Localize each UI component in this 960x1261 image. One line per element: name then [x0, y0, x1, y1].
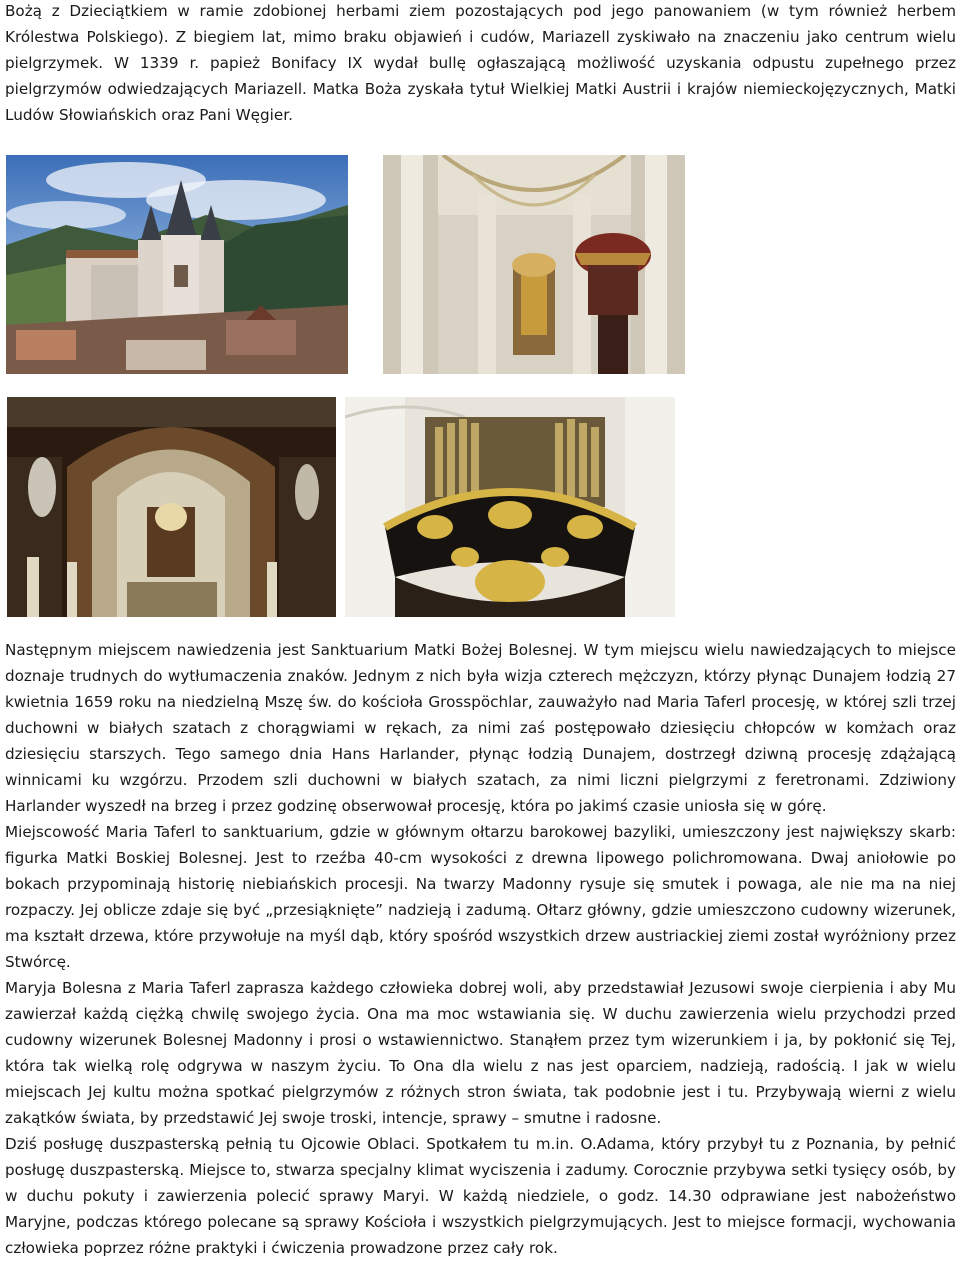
altar-silver-image: [7, 397, 336, 617]
basilica-town-image: [6, 155, 348, 374]
paragraph-oblates: Dziś posługę duszpasterską pełnią tu Ojcowie Oblaci. Spotkałem tu m.in. O.Adama, który przybył tu z Poznania, by pełnić posługę duszpasterską. Miejsce to, stwarza specjalny klimat wyciszenia i zadumy. Corocznie przybywa setki tysięcy osób, by w duchu pokuty i zawierzenia polecić sprawy Maryi. W każdą niedziele, o godz. 14.30 odprawiane jest nabożeństwo Maryjne, podczas którego polecane są sprawy Kościoła i wszystkich pielgrzymujących. Jest to miejsce formacji, wychowania człowieka poprzez różne praktyki i ćwiczenia prowadzone przez cały rok.: [5, 1135, 956, 1257]
church-interior-image: [383, 155, 685, 374]
organ-image: [345, 397, 675, 617]
intro-paragraph: [5, 0, 956, 128]
photo-altar-silver: [7, 397, 336, 617]
paragraph-maria-taferl: Miejscowość Maria Taferl to sanktuarium, gdzie w głównym ołtarzu barokowej bazyliki, umieszczony jest największy skarb: figurka Matki Boskiej Bolesnej. Jest to rzeźba 40-cm wysokości z drewna lipowego polichromowana. Dwaj aniołowie po bokach przypominają historię niebiańskich procesji. Na twarzy Madonny rysuje się smutek i powaga, ale nie ma na niej rozpaczy. Jej oblicze zdaje się być „przesiąknięte” nadzieją i zadumą. Ołtarz główny, gdzie umieszczono cudowny wizerunek, ma kształt drzewa, które przywołuje na myśl dąb, który spośród wszystkich drzew austriackiej ziemi został wyróżniony przez Stwórcę.: [5, 823, 956, 971]
photo-organ: [345, 397, 675, 617]
intro-text: Bożą z Dzieciątkiem w ramie zdobionej herbami ziem pozostających pod jego panowaniem (w tym również herbem Królestwa Polskiego). Z biegiem lat, mimo braku objawień i cudów, Mariazell zyskiwało na znaczeniu jako centrum wielu pielgrzymek. W 1339 r. papież Bonifacy IX wydał bullę ogłaszającą możliwość uzyskania odpustu zupełnego przez pielgrzymów odwiedzających Mariazell. Matka Boża zyskała tytuł Wielkiej Matki Austrii i krajów niemieckojęzycznych, Matki Ludów Słowiańskich oraz Pani Węgier.: [5, 2, 956, 124]
body-paragraphs: [5, 637, 956, 1261]
photo-basilica-town: [6, 155, 348, 374]
photo-church-interior: [383, 155, 685, 374]
paragraph-sorrowful-mother: Maryja Bolesna z Maria Taferl zaprasza każdego człowieka dobrej woli, aby przedstawiał Jezusowi swoje cierpienia i aby Mu zawierzał każdą ciężką chwilę swojego życia. Ona ma moc wstawiania się. W duchu zawierzenia wielu przychodzi przed cudowny wizerunek Bolesnej Madonny i prosi o wstawiennictwo. Stanąłem przez tym wizerunkiem i ja, by pokłonić się Tej, która tak wielką rolę odgrywa w naszym życiu. To Ona dla wielu z nas jest oparciem, nadzieją, radością. I jak w wielu miejscach Jej kultu można spotkać pielgrzymów z różnych stron świata, tak podobnie jest i tu. Przybywają wierni z wielu zakątków świata, by przedstawić Jej swoje troski, intencje, sprawy – smutne i radosne.: [5, 979, 956, 1127]
paragraph-sanctuary: Następnym miejscem nawiedzenia jest Sanktuarium Matki Bożej Bolesnej. W tym miejscu wielu nawiedzających to miejsce doznaje trudnych do wytłumaczenia znaków. Jednym z nich była wizja czterech mężczyzn, którzy płynąc Dunajem łodzią 27 kwietnia 1659 roku na niedzielną Mszę św. do kościoła Grosspöchlar, zauważyło nad Maria Taferl procesję, w której szli trzej duchowni w białych szatach z chorągwiami w rękach, za nimi zaś postępowało dziesięciu chłopców w komżach oraz dziesięciu starszych. Tego samego dnia Hans Harlander, płynąc łodzią Dunajem, dostrzegł dziwną procesję zdążającą winnicami ku wzgórzu. Przodem szli duchowni w białych szatach, za nimi liczni pielgrzymi z feretronami. Zdziwiony Harlander wyszedł na brzeg i przez godzinę obserwował procesję, która po jakimś czasie uniosła się w górę.: [5, 641, 956, 815]
